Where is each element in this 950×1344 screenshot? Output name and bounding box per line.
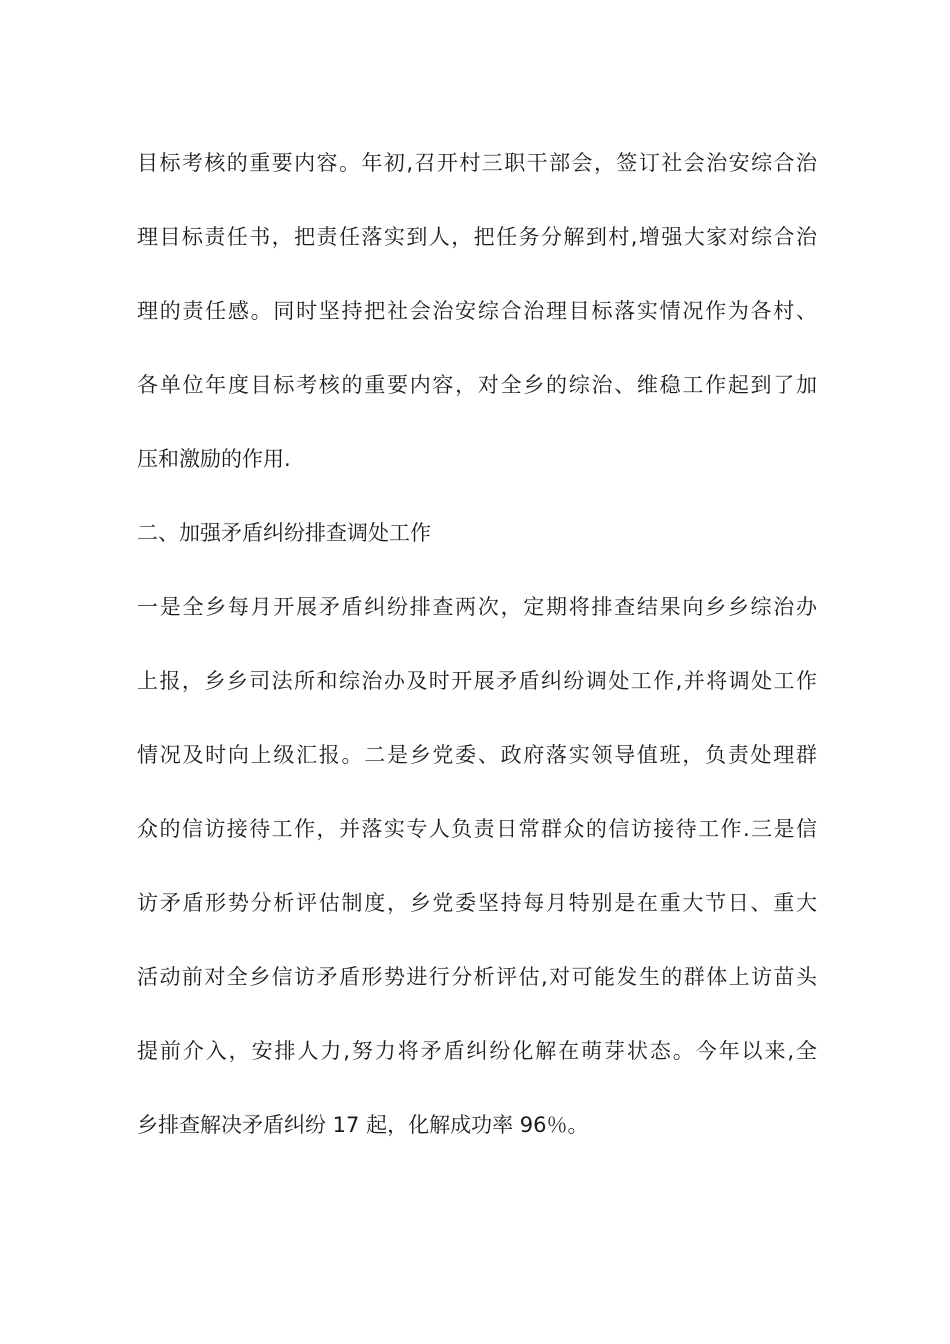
text-line-2: 理目标责任书，把责任落实到人，把任务分解到村,增强大家对综合治	[137, 225, 817, 249]
text-line-3: 理的责任感。同时坚持把社会治安综合治理目标落实情况作为各村、	[137, 299, 817, 323]
text-line-10: 众的信访接待工作，并落实专人负责日常群众的信访接待工作.三是信	[137, 817, 817, 841]
text-line-1: 目标考核的重要内容。年初,召开村三职干部会，签订社会治安综合治	[137, 151, 817, 175]
text-line-4: 各单位年度目标考核的重要内容，对全乡的综治、维稳工作起到了加	[137, 373, 817, 397]
text-line-12: 活动前对全乡信访矛盾形势进行分析评估,对可能发生的群体上访苗头	[137, 965, 817, 989]
text-line-8: 上报，乡乡司法所和综治办及时开展矛盾纠纷调处工作,并将调处工作	[137, 669, 817, 693]
text-line-13: 提前介入，安排人力,努力将矛盾纠纷化解在萌芽状态。今年以来,全	[137, 1039, 817, 1063]
text-line-14: 乡排查解决矛盾纠纷 17 起，化解成功率 96％。	[137, 1113, 589, 1137]
text-line-5: 压和激励的作用.	[137, 447, 291, 471]
body-text	[137, 140, 817, 1176]
text-line-11: 访矛盾形势分析评估制度，乡党委坚持每月特别是在重大节日、重大	[137, 891, 817, 915]
text-line-9: 情况及时向上级汇报。二是乡党委、政府落实领导值班，负责处理群	[137, 743, 817, 767]
text-line-7: 一是全乡每月开展矛盾纠纷排查两次，定期将排查结果向乡乡综治办	[137, 595, 817, 619]
section-heading: 二、加强矛盾纠纷排查调处工作	[137, 521, 431, 545]
